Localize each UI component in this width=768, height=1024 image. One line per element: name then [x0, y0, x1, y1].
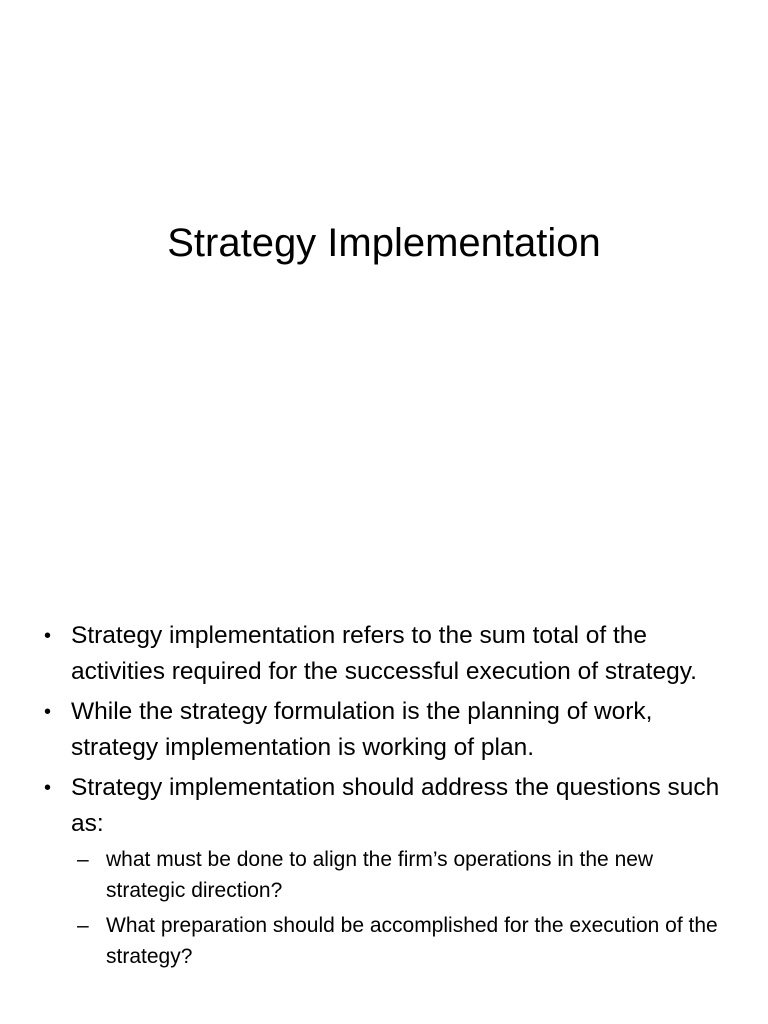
bullet-icon: • [44, 625, 52, 647]
bullet-list [44, 618, 734, 976]
bullet-icon: • [44, 701, 52, 723]
sub-bullet-text: What preparation should be accomplished for the execution of the strategy? [106, 914, 718, 968]
bullet-item [44, 618, 734, 690]
bullet-text: While the strategy formulation is the planning of work, strategy implementation is working of plan. [71, 698, 653, 761]
bullet-item [44, 770, 734, 972]
sub-bullet-item [77, 910, 734, 972]
bullet-text: Strategy implementation should address the questions such as: [71, 774, 720, 837]
sub-bullet-list [71, 844, 734, 972]
bullet-text: Strategy implementation refers to the sum total of the activities required for the successful execution of strategy. [71, 622, 697, 685]
dash-icon: – [77, 914, 89, 937]
dash-icon: – [77, 848, 89, 871]
slide-title: Strategy Implementation [167, 221, 601, 265]
bullet-icon: • [44, 777, 52, 799]
sub-bullet-text: what must be done to align the firm’s operations in the new strategic direction? [106, 848, 654, 902]
sub-bullet-item [77, 844, 734, 906]
bullet-item [44, 694, 734, 766]
